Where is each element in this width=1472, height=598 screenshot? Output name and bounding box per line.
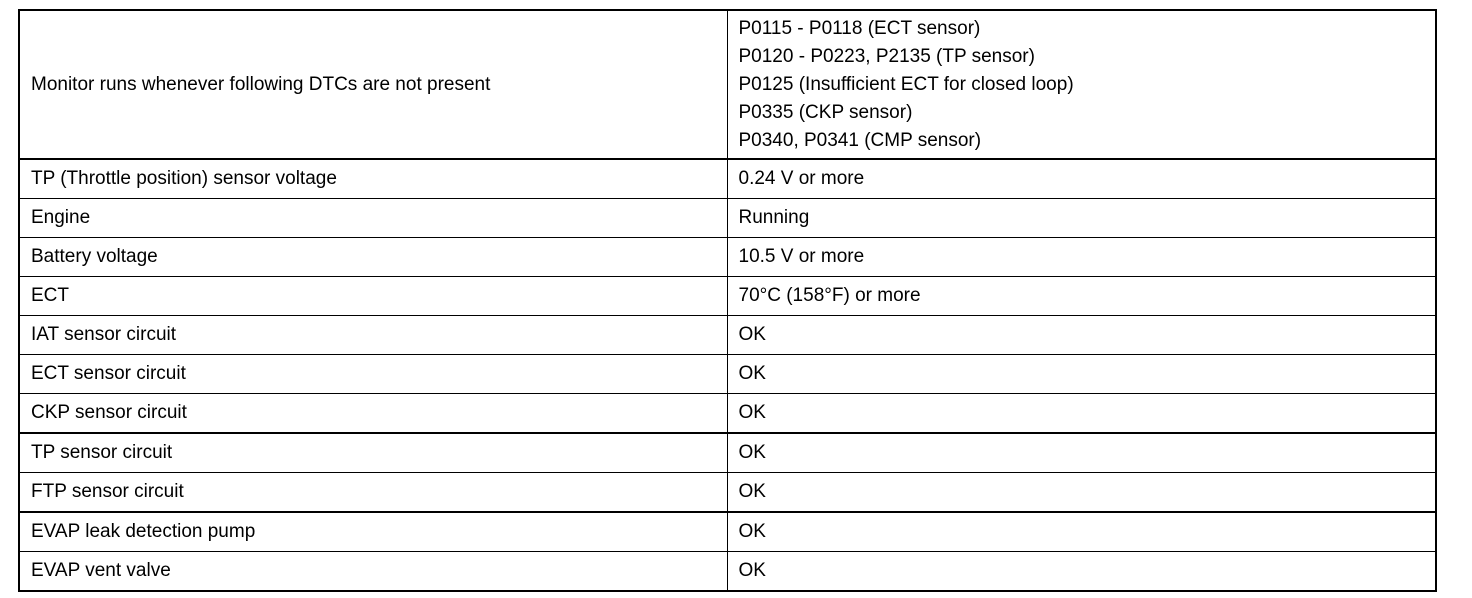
- value-cell: Running: [727, 199, 1436, 238]
- condition-cell: Engine: [19, 199, 727, 238]
- dtc-item: P0120 - P0223, P2135 (TP sensor): [738, 45, 1035, 67]
- monitor-conditions-table: [18, 9, 1437, 592]
- value-cell: OK: [727, 394, 1436, 434]
- value-cell: OK: [727, 473, 1436, 513]
- value-cell: OK: [727, 433, 1436, 473]
- condition-cell: CKP sensor circuit: [19, 394, 727, 434]
- table-row: [19, 433, 1436, 473]
- table-row: [19, 473, 1436, 513]
- condition-cell: Battery voltage: [19, 238, 727, 277]
- dtc-item: P0340, P0341 (CMP sensor): [738, 129, 982, 151]
- condition-cell: ECT: [19, 277, 727, 316]
- table-row: [19, 277, 1436, 316]
- value-cell: OK: [727, 316, 1436, 355]
- value-cell: OK: [727, 512, 1436, 552]
- value-cell: 70°C (158°F) or more: [727, 277, 1436, 316]
- condition-cell: Monitor runs whenever following DTCs are not present: [19, 10, 727, 159]
- dtc-item: P0335 (CKP sensor): [738, 101, 913, 123]
- dtc-list-cell: [727, 10, 1436, 159]
- condition-cell: EVAP vent valve: [19, 552, 727, 592]
- condition-cell: FTP sensor circuit: [19, 473, 727, 513]
- table-row: [19, 159, 1436, 199]
- table-row: [19, 238, 1436, 277]
- table-row: [19, 512, 1436, 552]
- table-row: [19, 199, 1436, 238]
- dtc-item: P0115 - P0118 (ECT sensor): [738, 17, 981, 39]
- table-row: [19, 316, 1436, 355]
- table-row: [19, 394, 1436, 434]
- value-cell: 0.24 V or more: [727, 159, 1436, 199]
- table-row: [19, 10, 1436, 159]
- value-cell: 10.5 V or more: [727, 238, 1436, 277]
- condition-cell: ECT sensor circuit: [19, 355, 727, 394]
- condition-cell: TP sensor circuit: [19, 433, 727, 473]
- condition-cell: EVAP leak detection pump: [19, 512, 727, 552]
- value-cell: OK: [727, 355, 1436, 394]
- value-cell: OK: [727, 552, 1436, 592]
- condition-cell: IAT sensor circuit: [19, 316, 727, 355]
- condition-cell: TP (Throttle position) sensor voltage: [19, 159, 727, 199]
- table-row: [19, 552, 1436, 592]
- table-row: [19, 355, 1436, 394]
- dtc-item: P0125 (Insufficient ECT for closed loop): [738, 73, 1074, 95]
